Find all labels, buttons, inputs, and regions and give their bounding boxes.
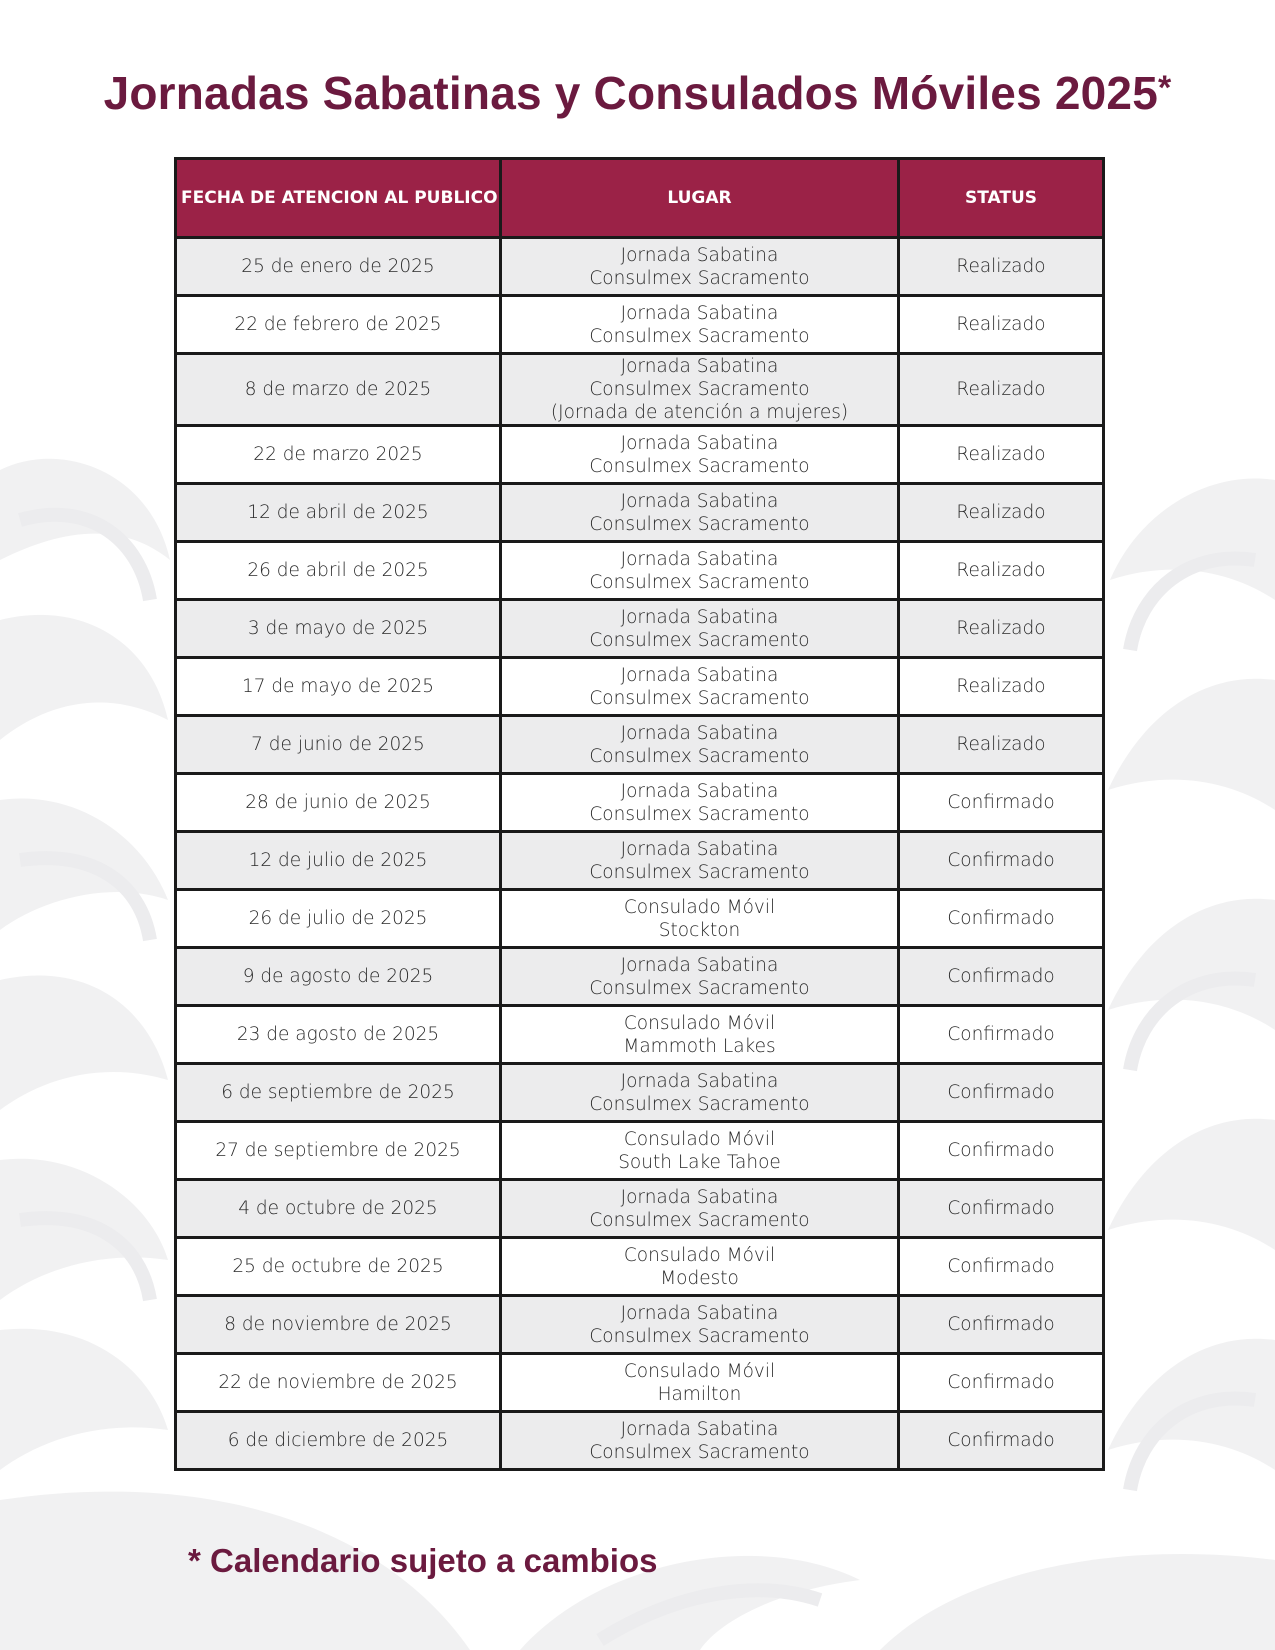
place-cell	[501, 890, 899, 948]
date-cell: 26 de julio de 2025	[176, 890, 501, 948]
status-cell: Realizado	[899, 716, 1104, 774]
place-cell	[501, 600, 899, 658]
table-row	[176, 1412, 1104, 1470]
date-cell: 22 de febrero de 2025	[176, 296, 501, 354]
table-row	[176, 1296, 1104, 1354]
table-row	[176, 1354, 1104, 1412]
place-cell	[501, 1296, 899, 1354]
place-line: Jornada Sabatina	[620, 356, 779, 377]
date-cell: 6 de septiembre de 2025	[176, 1064, 501, 1122]
place-line: Jornada Sabatina	[620, 664, 779, 686]
status-cell: Realizado	[899, 484, 1104, 542]
date-cell: 27 de septiembre de 2025	[176, 1122, 501, 1180]
date-cell: 25 de enero de 2025	[176, 238, 501, 296]
place-line: Consulmex Sacramento	[589, 1093, 810, 1115]
date-cell: 7 de junio de 2025	[176, 716, 501, 774]
page-title-text: Jornadas Sabatinas y Consulados Móviles 2025	[103, 67, 1158, 119]
table-row	[176, 542, 1104, 600]
table-row	[176, 354, 1104, 426]
place-line: Jornada Sabatina	[620, 1186, 779, 1208]
status-cell: Confirmado	[899, 1180, 1104, 1238]
table-row	[176, 948, 1104, 1006]
table-row	[176, 658, 1104, 716]
place-line: Jornada Sabatina	[620, 780, 779, 802]
place-cell	[501, 832, 899, 890]
status-cell: Confirmado	[899, 1006, 1104, 1064]
place-cell	[501, 716, 899, 774]
table-row	[176, 296, 1104, 354]
table-row	[176, 1006, 1104, 1064]
place-line: Consulmex Sacramento	[589, 1209, 810, 1231]
table-row	[176, 238, 1104, 296]
place-line: Jornada Sabatina	[620, 1418, 779, 1440]
place-cell	[501, 238, 899, 296]
date-cell: 9 de agosto de 2025	[176, 948, 501, 1006]
date-cell: 12 de julio de 2025	[176, 832, 501, 890]
table-row	[176, 1064, 1104, 1122]
place-line: Jornada Sabatina	[620, 954, 779, 976]
place-cell	[501, 1238, 899, 1296]
table-row	[176, 1122, 1104, 1180]
date-cell: 22 de marzo 2025	[176, 426, 501, 484]
place-line: Consulado Móvil	[623, 1128, 776, 1150]
place-cell	[501, 354, 899, 426]
place-line: Consulmex Sacramento	[589, 379, 810, 400]
status-cell: Confirmado	[899, 832, 1104, 890]
table-row	[176, 1180, 1104, 1238]
place-cell	[501, 484, 899, 542]
place-cell	[501, 1354, 899, 1412]
place-line: Hamilton	[657, 1383, 742, 1405]
place-line: Modesto	[660, 1267, 739, 1289]
place-cell	[501, 774, 899, 832]
date-cell: 25 de octubre de 2025	[176, 1238, 501, 1296]
table-row	[176, 600, 1104, 658]
table-row	[176, 832, 1104, 890]
place-line: Jornada Sabatina	[620, 606, 779, 628]
status-cell: Confirmado	[899, 1122, 1104, 1180]
place-cell	[501, 1122, 899, 1180]
place-cell	[501, 658, 899, 716]
place-cell	[501, 1006, 899, 1064]
footnote: * Calendario sujeto a cambios	[188, 1542, 658, 1579]
table-row	[176, 716, 1104, 774]
page-title	[0, 66, 1275, 120]
date-cell: 3 de mayo de 2025	[176, 600, 501, 658]
status-cell: Confirmado	[899, 890, 1104, 948]
place-line: Jornada Sabatina	[620, 838, 779, 860]
status-cell: Realizado	[899, 542, 1104, 600]
status-cell: Realizado	[899, 658, 1104, 716]
place-line: Consulado Móvil	[623, 1012, 776, 1034]
place-line: South Lake Tahoe	[618, 1151, 781, 1173]
place-cell	[501, 948, 899, 1006]
table-row	[176, 774, 1104, 832]
status-cell: Realizado	[899, 600, 1104, 658]
place-line: Consulmex Sacramento	[589, 629, 810, 651]
place-line: Jornada Sabatina	[620, 1070, 779, 1092]
place-cell	[501, 542, 899, 600]
place-line: Jornada Sabatina	[620, 1302, 779, 1324]
title-asterisk: *	[1158, 69, 1172, 107]
status-cell: Realizado	[899, 296, 1104, 354]
status-cell: Confirmado	[899, 1296, 1104, 1354]
place-line: Consulmex Sacramento	[589, 977, 810, 999]
date-cell: 26 de abril de 2025	[176, 542, 501, 600]
table-header-row	[176, 159, 1104, 238]
status-cell: Realizado	[899, 426, 1104, 484]
status-cell: Realizado	[899, 238, 1104, 296]
place-line: Consulado Móvil	[623, 1244, 776, 1266]
status-cell: Realizado	[899, 354, 1104, 426]
place-line: Consulmex Sacramento	[589, 861, 810, 883]
date-cell: 22 de noviembre de 2025	[176, 1354, 501, 1412]
table-row	[176, 426, 1104, 484]
place-line: Consulmex Sacramento	[589, 687, 810, 709]
place-line: Consulmex Sacramento	[589, 325, 810, 347]
place-line: Consulmex Sacramento	[589, 513, 810, 535]
status-cell: Confirmado	[899, 774, 1104, 832]
date-cell: 17 de mayo de 2025	[176, 658, 501, 716]
place-line: Jornada Sabatina	[620, 302, 779, 324]
date-cell: 4 de octubre de 2025	[176, 1180, 501, 1238]
date-cell: 12 de abril de 2025	[176, 484, 501, 542]
place-line: (Jornada de atención a mujeres)	[550, 402, 849, 423]
date-cell: 23 de agosto de 2025	[176, 1006, 501, 1064]
place-cell	[501, 426, 899, 484]
date-cell: 8 de marzo de 2025	[176, 354, 501, 426]
place-line: Consulmex Sacramento	[589, 1325, 810, 1347]
status-cell: Confirmado	[899, 1238, 1104, 1296]
status-cell: Confirmado	[899, 1354, 1104, 1412]
place-line: Consulmex Sacramento	[589, 455, 810, 477]
place-line: Consulmex Sacramento	[589, 571, 810, 593]
place-line: Consulado Móvil	[623, 896, 776, 918]
place-line: Jornada Sabatina	[620, 432, 779, 454]
place-line: Jornada Sabatina	[620, 244, 779, 266]
column-header-date: FECHA DE ATENCION AL PUBLICO	[176, 159, 501, 238]
status-cell: Confirmado	[899, 1064, 1104, 1122]
place-line: Jornada Sabatina	[620, 548, 779, 570]
place-line: Consulmex Sacramento	[589, 803, 810, 825]
place-line: Consulmex Sacramento	[589, 267, 810, 289]
date-cell: 6 de diciembre de 2025	[176, 1412, 501, 1470]
place-line: Jornada Sabatina	[620, 490, 779, 512]
place-line: Mammoth Lakes	[623, 1035, 776, 1057]
place-cell	[501, 296, 899, 354]
table-row	[176, 890, 1104, 948]
place-line: Jornada Sabatina	[620, 722, 779, 744]
place-cell	[501, 1064, 899, 1122]
status-cell: Confirmado	[899, 948, 1104, 1006]
table-row	[176, 484, 1104, 542]
place-cell	[501, 1412, 899, 1470]
date-cell: 28 de junio de 2025	[176, 774, 501, 832]
date-cell: 8 de noviembre de 2025	[176, 1296, 501, 1354]
place-line: Consulado Móvil	[623, 1360, 776, 1382]
place-line: Consulmex Sacramento	[589, 1441, 810, 1463]
table-row	[176, 1238, 1104, 1296]
schedule-table	[174, 157, 1105, 1471]
place-cell	[501, 1180, 899, 1238]
column-header-place: LUGAR	[501, 159, 899, 238]
column-header-status: STATUS	[899, 159, 1104, 238]
place-line: Stockton	[658, 919, 741, 941]
status-cell: Confirmado	[899, 1412, 1104, 1470]
place-line: Consulmex Sacramento	[589, 745, 810, 767]
